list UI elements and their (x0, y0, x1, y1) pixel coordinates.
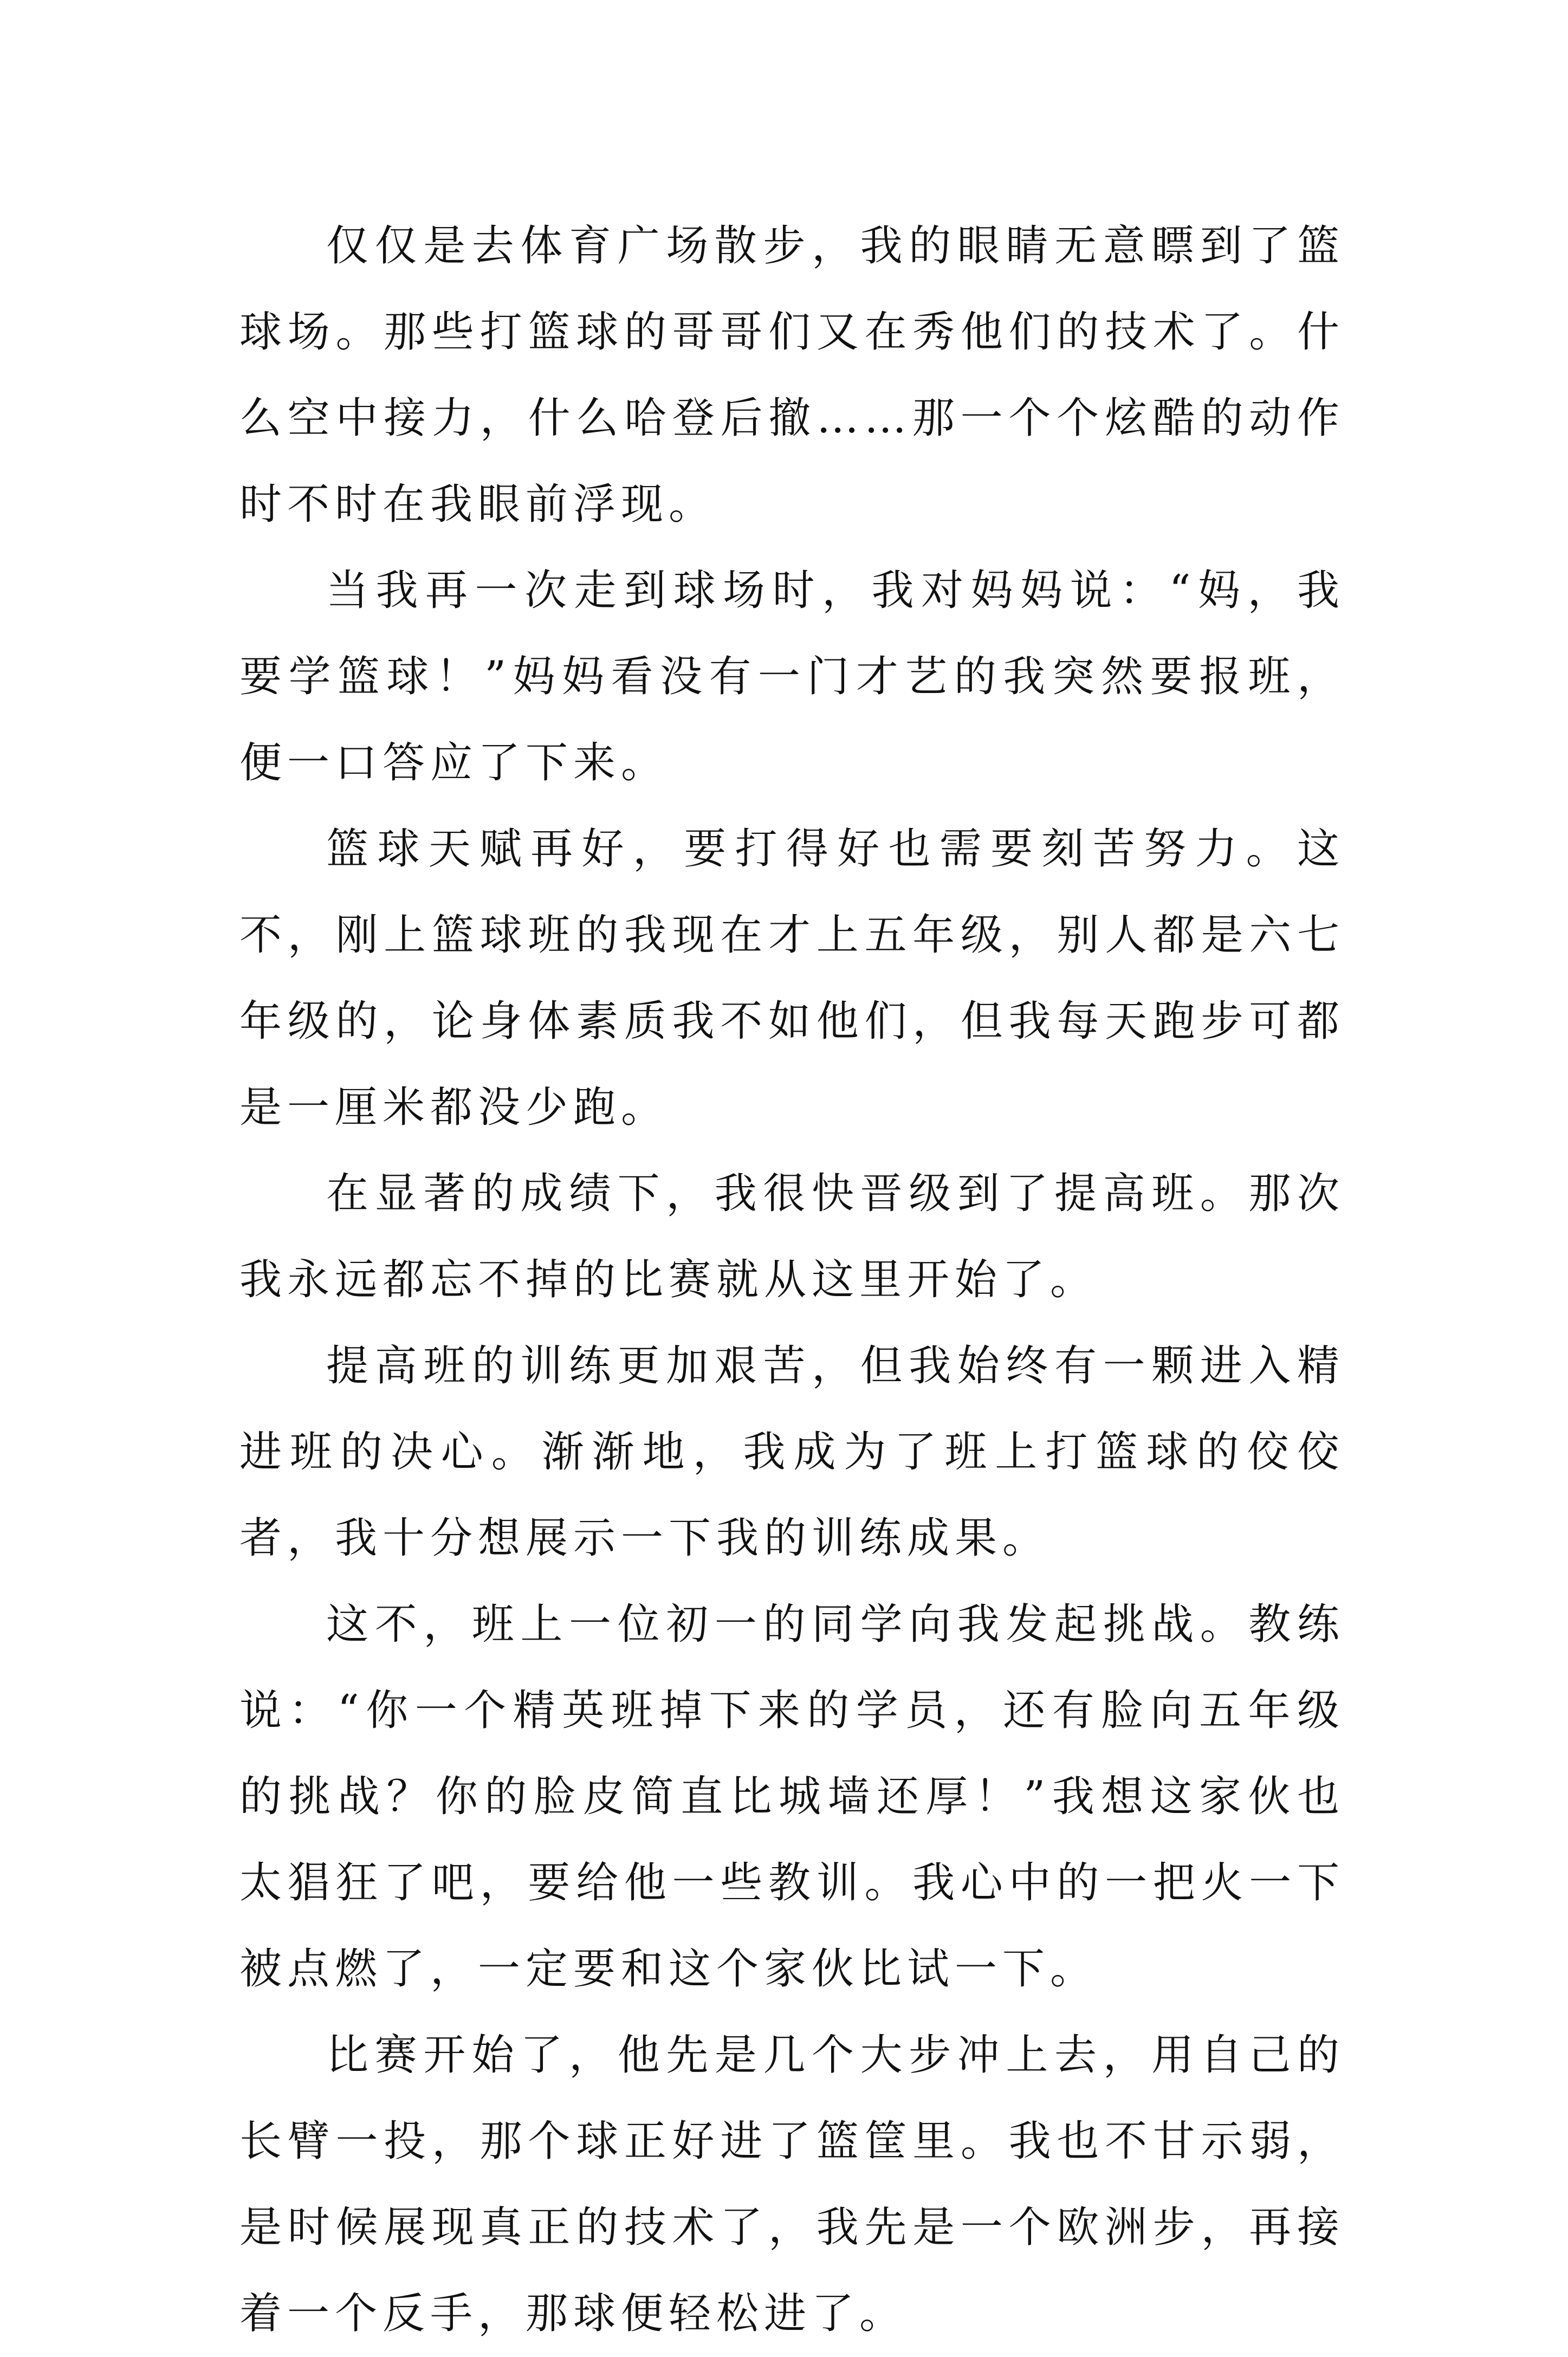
paragraph: 在显著的成绩下，我很快晋级到了提高班。那次我永远都忘不掉的比赛就从这里开始了。 (239, 1169, 1345, 1304)
paragraph: 当我再一次走到球场时，我对妈妈说：“妈，我要学篮球！”妈妈看没有一门才艺的我突然要报班，便一口答应了下来。 (239, 566, 1345, 787)
paragraph: 提高班的训练更加艰苦，但我始终有一颗进入精进班的决心。渐渐地，我成为了班上打篮球的佼佼者，我十分想展示一下我的训练成果。 (239, 1342, 1345, 1563)
paragraph: 篮球天赋再好，要打得好也需要刻苦努力。这不，刚上篮球班的我现在才上五年级，别人都是六七年级的，论身体素质我不如他们，但我每天跑步可都是一厘米都没少跑。 (239, 825, 1345, 1132)
paragraph: 比赛开始了，他先是几个大步冲上去，用自己的长臂一投，那个球正好进了篮筐里。我也不甘示弱，是时候展现真正的技术了，我先是一个欧洲步，再接着一个反手，那球便轻松进了。 (239, 2031, 1345, 2338)
paragraph: 这不，班上一位初一的同学向我发起挑战。教练说：“你一个精英班掉下来的学员，还有脸向五年级的挑战？你的脸皮简直比城墙还厚！”我想这家伙也太猖狂了吧，要给他一些教训。我心中的一把火一下被点燃了，一定要和这个家伙比试一下。 (239, 1600, 1345, 1993)
paragraph: 仅仅是去体育广场散步，我的眼睛无意瞟到了篮球场。那些打篮球的哥哥们又在秀他们的技术了。什么空中接力，什么哈登后撤……那一个个炫酷的动作时不时在我眼前浮现。 (239, 222, 1345, 529)
essay-body (239, 203, 1345, 2357)
